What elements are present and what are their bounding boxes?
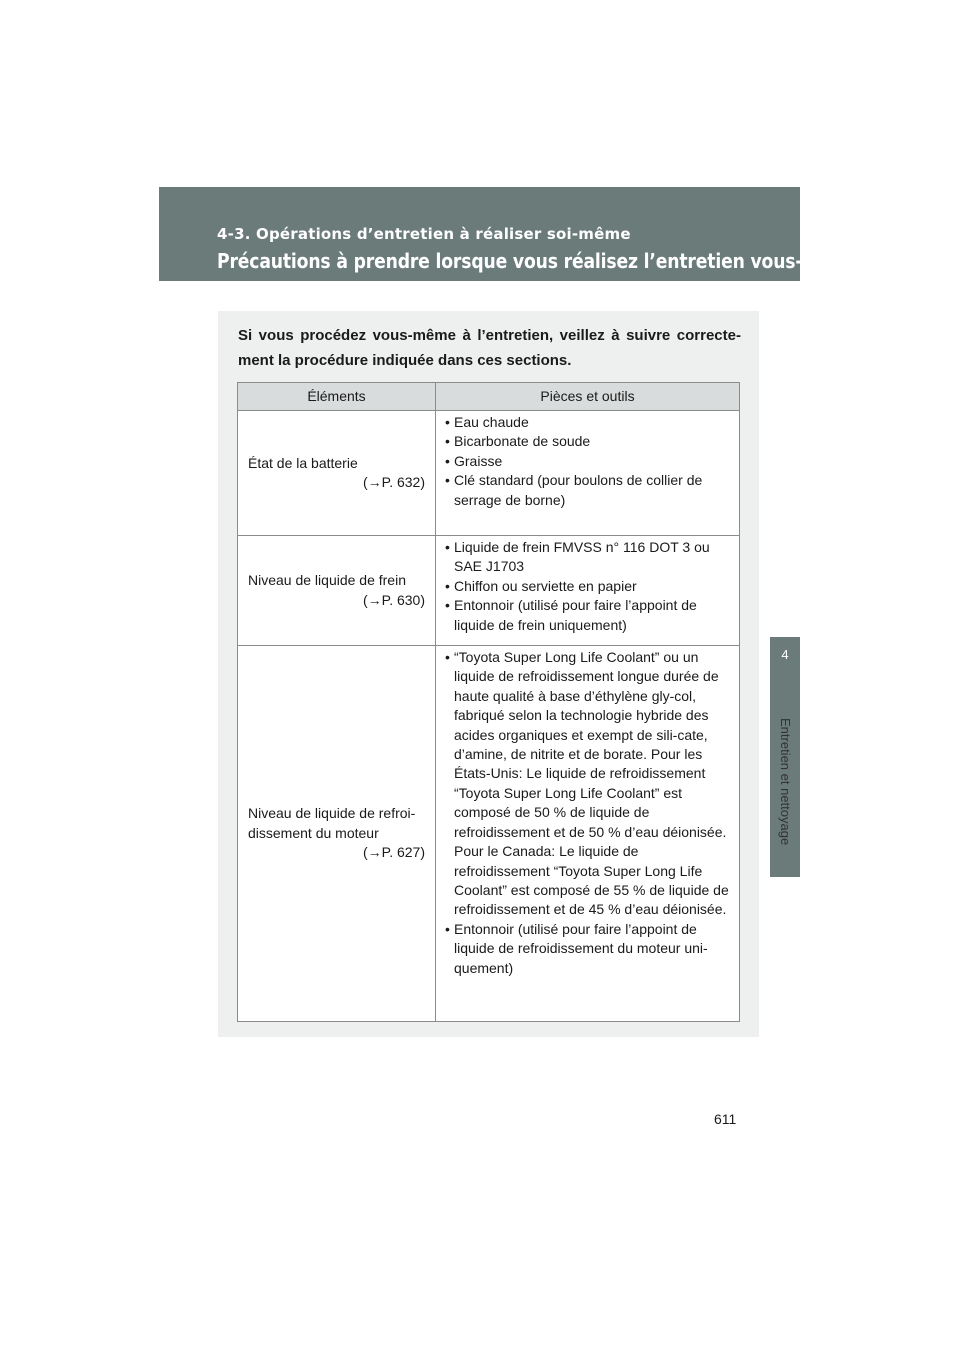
table-header-row — [238, 383, 740, 411]
list-item: • Entonnoir (utilisé pour faire l’appoint de liquide de refroidissement du moteur uni-quement) — [445, 920, 739, 978]
tools-cell — [436, 536, 740, 646]
list-item: • Chiffon ou serviette en papier — [445, 577, 739, 596]
chapter-header-band — [159, 187, 861, 281]
page-number: 611 — [714, 1111, 737, 1127]
table-row — [238, 536, 740, 646]
page-title: Précautions à prendre lorsque vous réalisez l’entretien vous-même — [217, 249, 861, 273]
item-label: Niveau de liquide de refroi-dissement du moteur — [248, 805, 416, 841]
list-item: • Liquide de frein FMVSS n° 116 DOT 3 ou SAE J1703 — [445, 538, 724, 577]
table-row — [238, 646, 740, 1022]
page-reference-link[interactable]: (→P. 627) — [363, 844, 425, 861]
list-item: • Graisse — [445, 452, 739, 471]
chapter-number: 4 — [781, 647, 789, 662]
chapter-label: Entretien et nettoyage — [778, 718, 793, 846]
list-item: • “Toyota Super Long Life Coolant” ou un liquide de refroidissement longue durée de haute qualité à base d’éthylène gly-col, fabriqué selon la technologie hybride des acides organiques et exempt de sili-cate, d’amine, de nitrite et de borate. Pour les États-Unis: Le liquide de refroidissement “Toyota Super Long Life Coolant” est composé de 50 % de liquide de refroidissement et de 50 % d’eau déionisée. Pour le Canada: Le liquide de refroidissement “Toyota Super Long Life Coolant” est composé de 55 % de liquide de refroidissement et de 45 % d’eau déionisée. — [445, 648, 734, 920]
tools-cell — [436, 411, 740, 536]
section-title: 4-3. Opérations d’entretien à réaliser soi-même — [217, 225, 631, 243]
content-panel — [218, 311, 759, 1037]
intro-text: Si vous procédez vous-même à l’entretien, veillez à suivre correcte-ment la procédure indiquée dans ces sections. — [238, 327, 741, 369]
item-cell — [238, 646, 436, 1022]
table-row — [238, 411, 740, 536]
column-header-tools: Pièces et outils — [436, 383, 740, 411]
tools-list — [445, 413, 739, 510]
list-item: • Bicarbonate de soude — [445, 432, 739, 451]
page-reference-link[interactable]: (→P. 632) — [363, 474, 425, 490]
item-label: Niveau de liquide de frein — [248, 572, 406, 589]
item-label: État de la batterie — [248, 454, 358, 471]
maintenance-table — [237, 382, 740, 1022]
list-item: • Eau chaude — [445, 413, 739, 432]
tools-list — [445, 538, 739, 635]
list-item: • Clé standard (pour boulons de collier de serrage de borne) — [445, 471, 724, 510]
page-reference-link[interactable]: (→P. 630) — [363, 591, 425, 608]
list-item: • Entonnoir (utilisé pour faire l’appoint de liquide de frein uniquement) — [445, 596, 739, 635]
item-cell — [238, 411, 436, 536]
item-cell — [238, 536, 436, 646]
tools-cell — [436, 646, 740, 1022]
tools-list — [445, 648, 739, 978]
column-header-items: Éléments — [238, 383, 436, 411]
